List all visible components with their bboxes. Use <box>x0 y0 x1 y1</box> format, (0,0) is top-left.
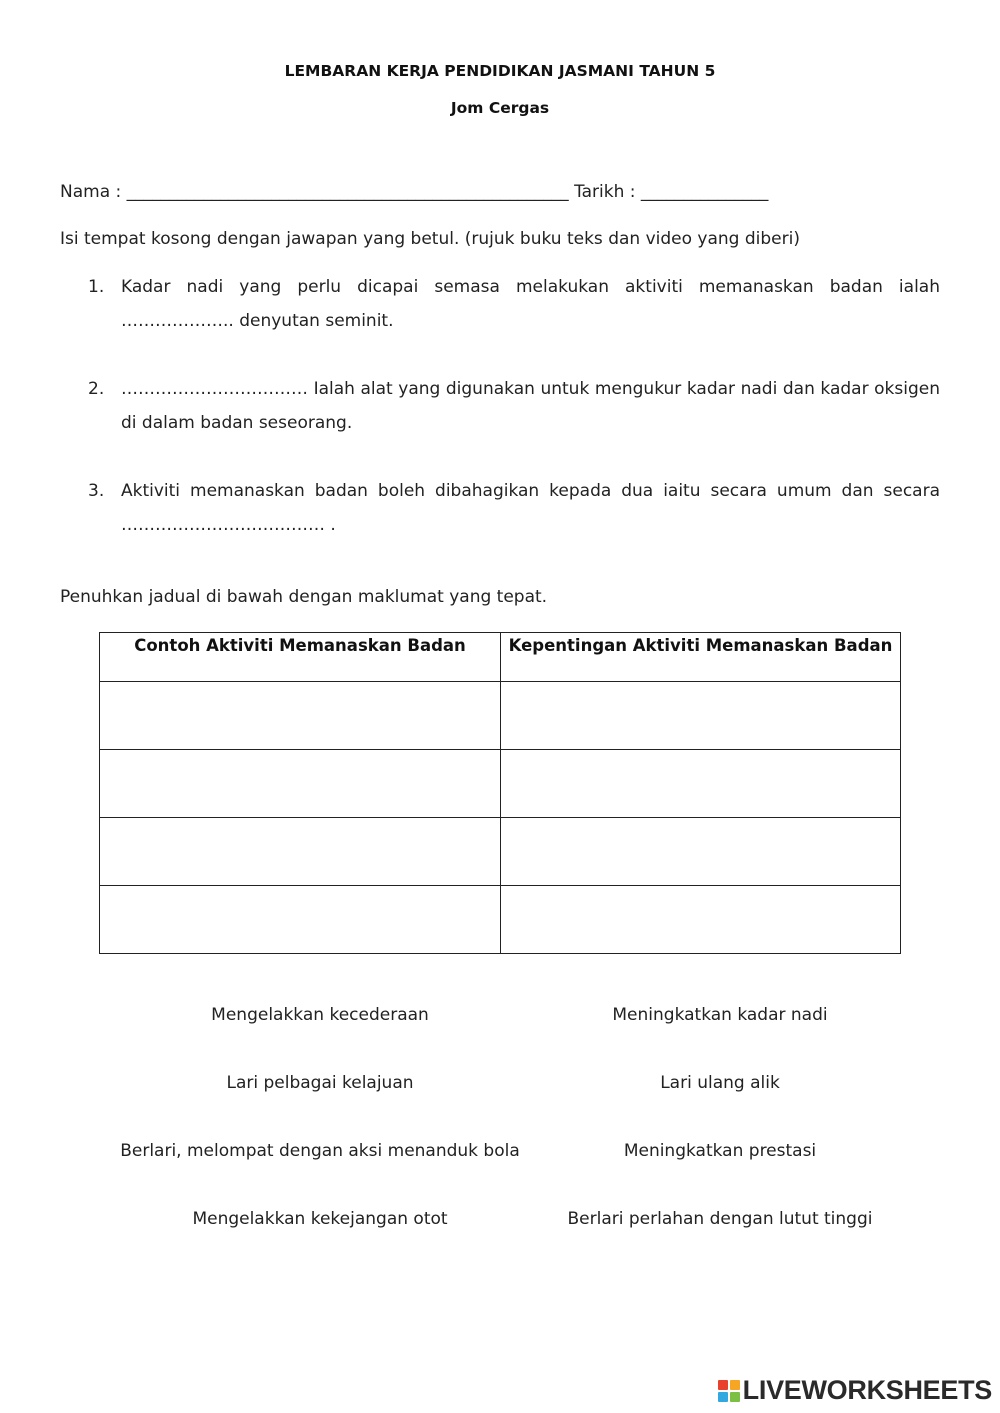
question-1 <box>88 270 940 338</box>
worksheet-subtitle: Jom Cergas <box>450 99 550 117</box>
answer-cell[interactable] <box>501 750 901 818</box>
answer-table <box>99 632 901 954</box>
answer-cell[interactable] <box>100 818 501 886</box>
option-item[interactable]: Meningkatkan prestasi <box>623 1141 817 1161</box>
section1-instruction: Isi tempat kosong dengan jawapan yang betul. (rujuk buku teks dan video yang diberi) <box>60 229 800 249</box>
answer-cell[interactable] <box>501 682 901 750</box>
answer-cell[interactable] <box>501 818 901 886</box>
answer-cell[interactable] <box>100 750 501 818</box>
answer-cell[interactable] <box>100 682 501 750</box>
question-text: Aktiviti memanaskan badan boleh dibahagikan kepada dua iaitu secara umum dan secara ……………………………… . <box>121 481 940 535</box>
question-number: 2. <box>88 379 105 399</box>
name-field[interactable]: ____________________________________________________ <box>126 182 569 202</box>
date-field[interactable]: _______________ <box>640 182 769 202</box>
table-row <box>100 750 901 818</box>
answer-cell[interactable] <box>501 886 901 954</box>
logo-text: LIVEWORKSHEETS <box>742 1375 992 1405</box>
section2-instruction: Penuhkan jadual di bawah dengan maklumat yang tepat. <box>60 587 548 607</box>
student-info-line <box>60 175 768 209</box>
question-2 <box>88 372 940 440</box>
question-number: 1. <box>88 277 105 297</box>
worksheet-title: LEMBARAN KERJA PENDIDIKAN JASMANI TAHUN 5 <box>284 62 716 80</box>
option-item[interactable]: Berlari perlahan dengan lutut tinggi <box>567 1209 873 1229</box>
answer-cell[interactable] <box>100 886 501 954</box>
question-number: 3. <box>88 481 105 501</box>
question-text: Kadar nadi yang perlu dicapai semasa melakukan aktiviti memanaskan badan ialah ……………….. denyutan seminit. <box>121 277 940 331</box>
option-item[interactable]: Lari pelbagai kelajuan <box>226 1073 414 1093</box>
logo-blocks-icon <box>718 1380 740 1402</box>
option-item[interactable]: Mengelakkan kecederaan <box>211 1005 429 1025</box>
table-header-row <box>100 633 901 682</box>
logo-block <box>730 1392 740 1402</box>
question-text: …………………………… Ialah alat yang digunakan untuk mengukur kadar nadi dan kadar oksigen di dalam badan seseorang. <box>121 379 940 433</box>
liveworksheets-logo <box>718 1375 992 1406</box>
date-label: Tarikh : <box>574 182 636 202</box>
table-header-examples: Contoh Aktiviti Memanaskan Badan <box>100 633 501 682</box>
name-label: Nama : <box>60 182 122 202</box>
logo-block <box>718 1380 728 1390</box>
option-item[interactable]: Meningkatkan kadar nadi <box>612 1005 828 1025</box>
logo-block <box>730 1380 740 1390</box>
table-row <box>100 886 901 954</box>
logo-block <box>718 1392 728 1402</box>
option-item[interactable]: Berlari, melompat dengan aksi menanduk bola <box>120 1141 520 1161</box>
option-item[interactable]: Mengelakkan kekejangan otot <box>192 1209 448 1229</box>
table-header-importance: Kepentingan Aktiviti Memanaskan Badan <box>501 633 901 682</box>
question-3 <box>88 474 940 542</box>
table-row <box>100 818 901 886</box>
table-row <box>100 682 901 750</box>
option-item[interactable]: Lari ulang alik <box>660 1073 780 1093</box>
